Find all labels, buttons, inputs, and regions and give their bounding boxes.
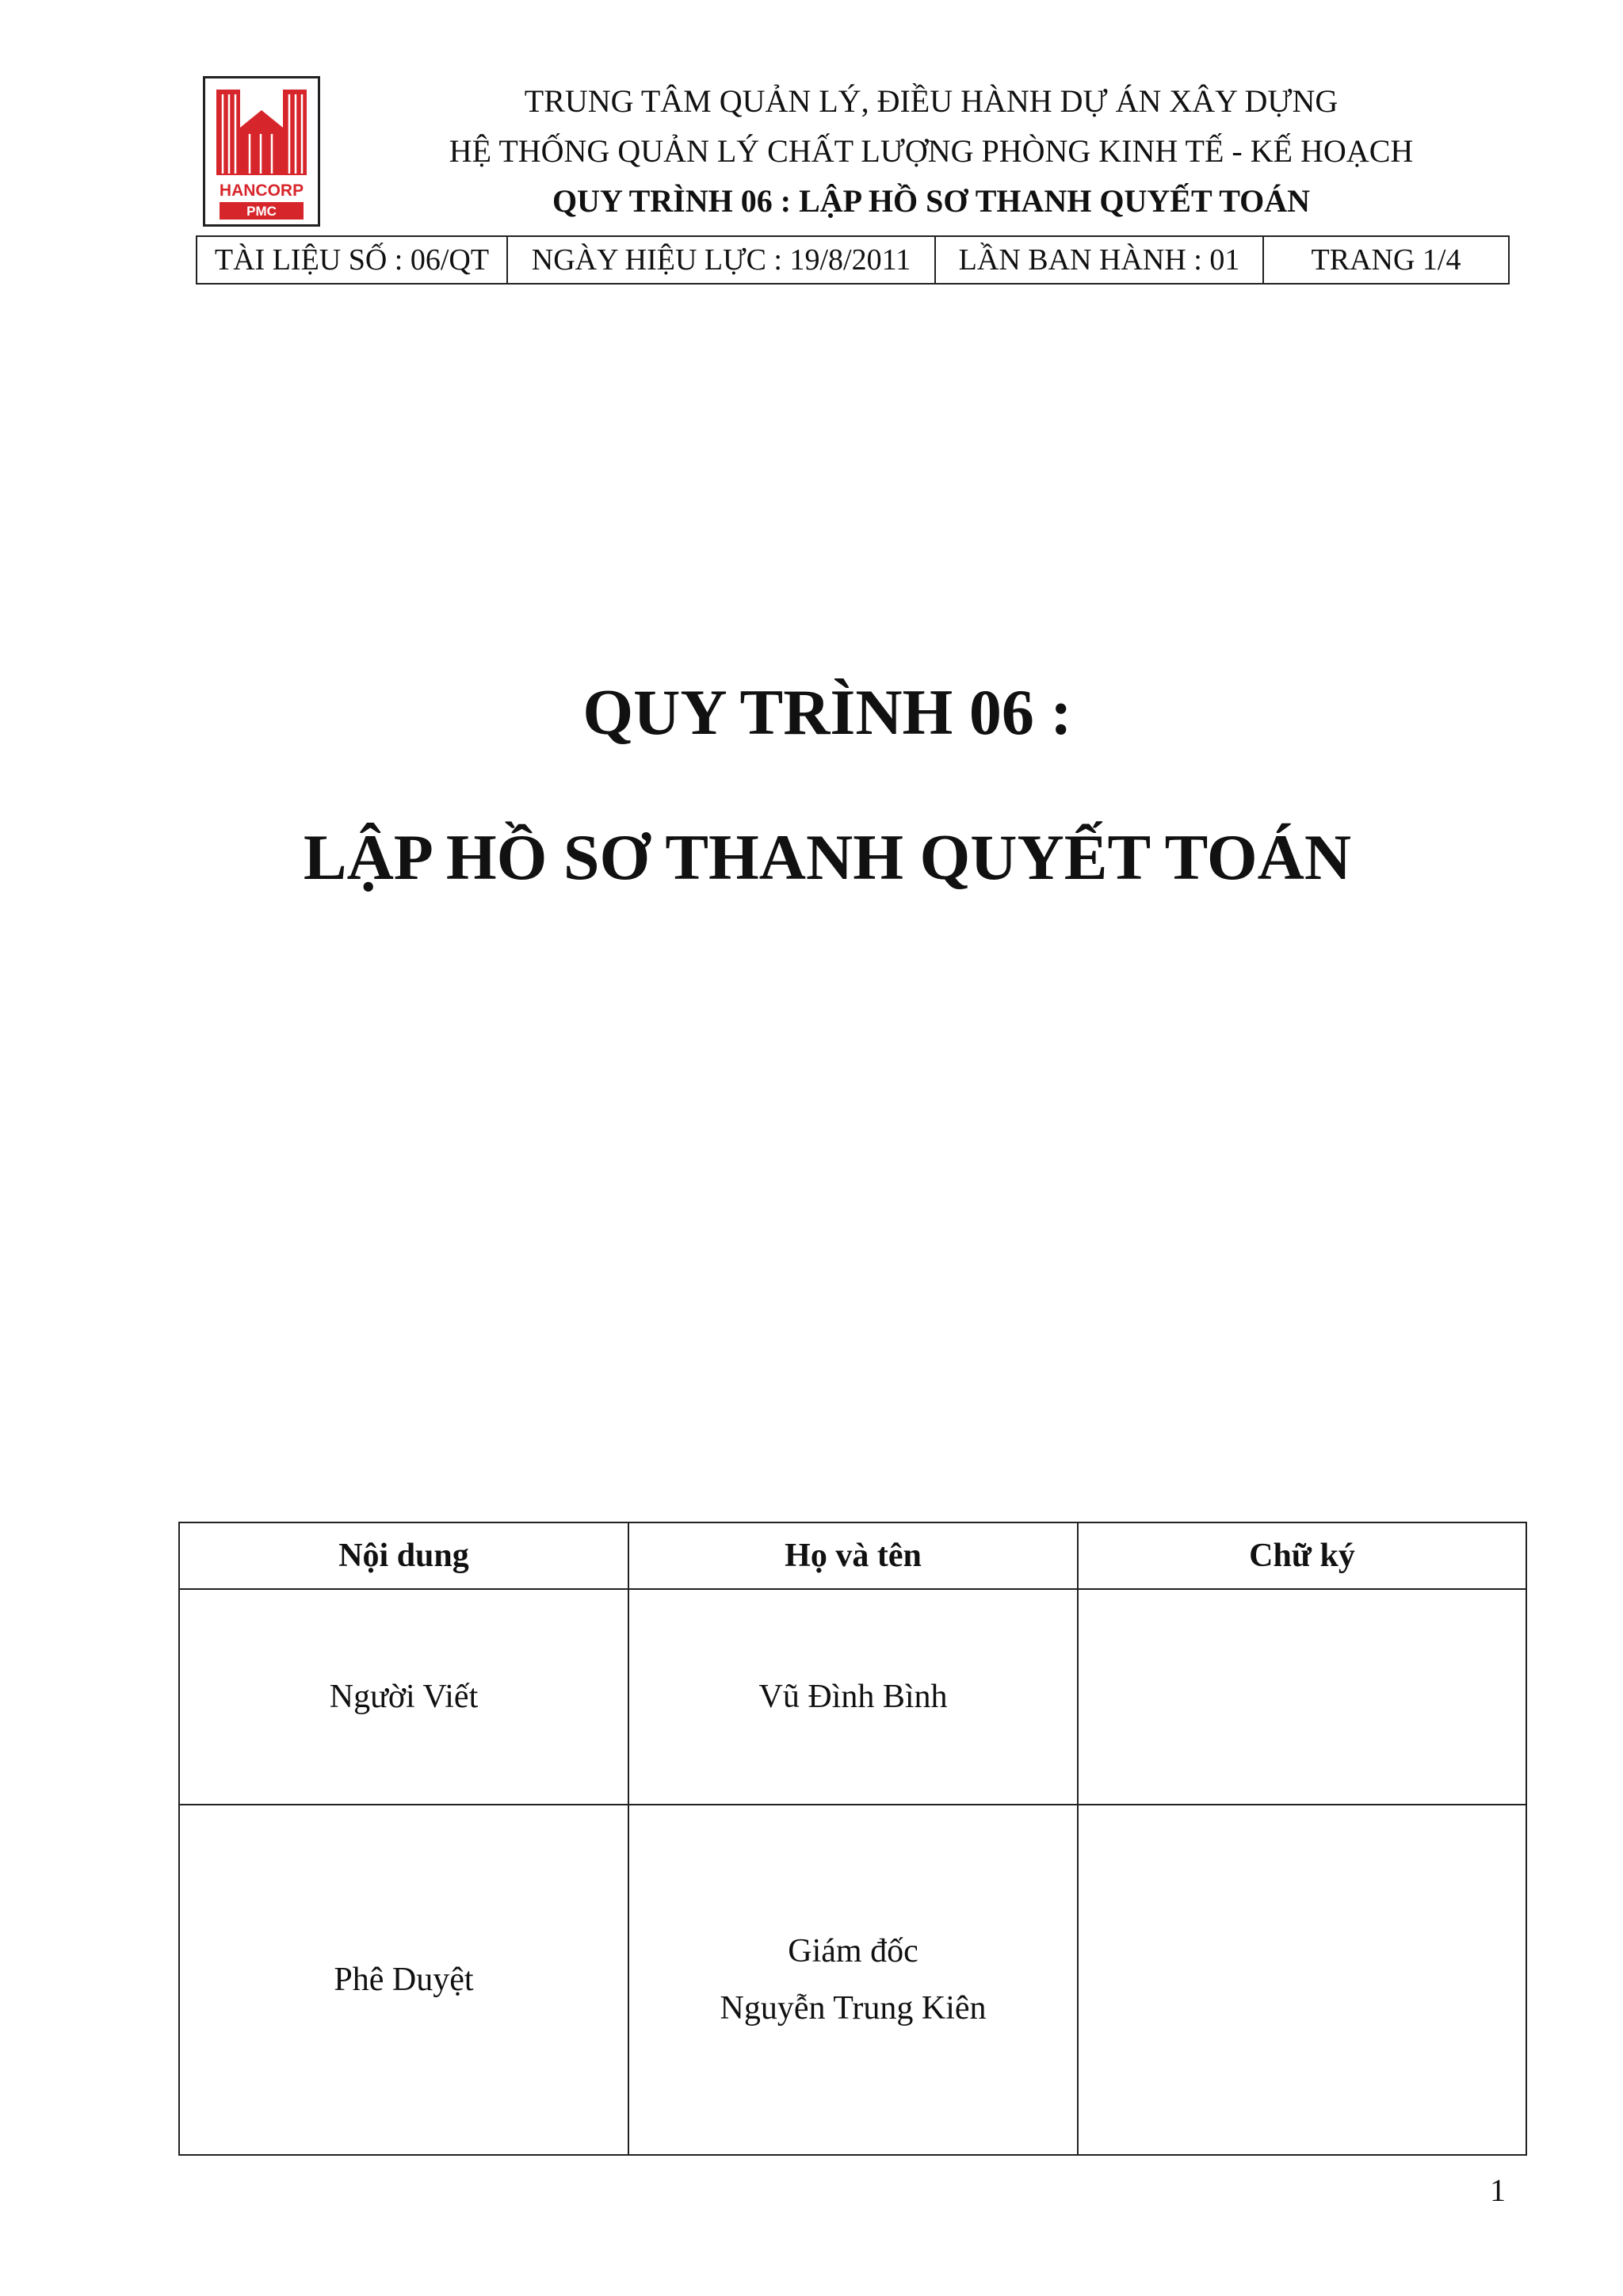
person-name: Nguyễn Trung Kiên bbox=[720, 1990, 987, 2027]
page-indicator: TRANG 1/4 bbox=[1263, 236, 1509, 284]
table-row bbox=[179, 1589, 1526, 1805]
person-name: Vũ Đình Bình bbox=[758, 1679, 948, 1715]
logo-text: HANCORP bbox=[219, 181, 304, 200]
page-number: 1 bbox=[1490, 2172, 1506, 2208]
company-logo bbox=[203, 76, 320, 227]
signature-cell bbox=[1078, 1589, 1526, 1805]
main-title-line2: LẬP HỒ SƠ THANH QUYẾT TOÁN bbox=[303, 821, 1352, 893]
issue-number: LẦN BAN HÀNH : 01 bbox=[935, 236, 1263, 284]
column-header-content: Nội dung bbox=[179, 1522, 628, 1589]
column-header-name: Họ và tên bbox=[628, 1522, 1078, 1589]
document-meta-table bbox=[196, 235, 1510, 285]
person-position: Giám đốc bbox=[788, 1933, 918, 1969]
name-cell bbox=[628, 1805, 1078, 2155]
organization-name: TRUNG TÂM QUẢN LÝ, ĐIỀU HÀNH DỰ ÁN XÂY DỰNG bbox=[524, 83, 1338, 119]
approval-table bbox=[178, 1522, 1527, 2156]
role-cell: Phê Duyệt bbox=[179, 1805, 628, 2155]
table-row bbox=[179, 1805, 1526, 2155]
hancorp-logo-icon bbox=[205, 78, 318, 224]
procedure-header-title: QUY TRÌNH 06 : LẬP HỒ SƠ THANH QUYẾT TOÁN bbox=[552, 183, 1311, 219]
column-header-signature: Chữ ký bbox=[1078, 1522, 1526, 1589]
main-title-line1: QUY TRÌNH 06 : bbox=[582, 676, 1072, 748]
logo-subtext: PMC bbox=[246, 204, 277, 219]
department-name: HỆ THỐNG QUẢN LÝ CHẤT LƯỢNG PHÒNG KINH TẾ - KẾ HOẠCH bbox=[449, 133, 1414, 169]
signature-cell bbox=[1078, 1805, 1526, 2155]
document-number: TÀI LIỆU SỐ : 06/QT bbox=[197, 236, 507, 284]
effective-date: NGÀY HIỆU LỰC : 19/8/2011 bbox=[507, 236, 935, 284]
name-cell bbox=[628, 1589, 1078, 1805]
role-cell: Người Viết bbox=[179, 1589, 628, 1805]
